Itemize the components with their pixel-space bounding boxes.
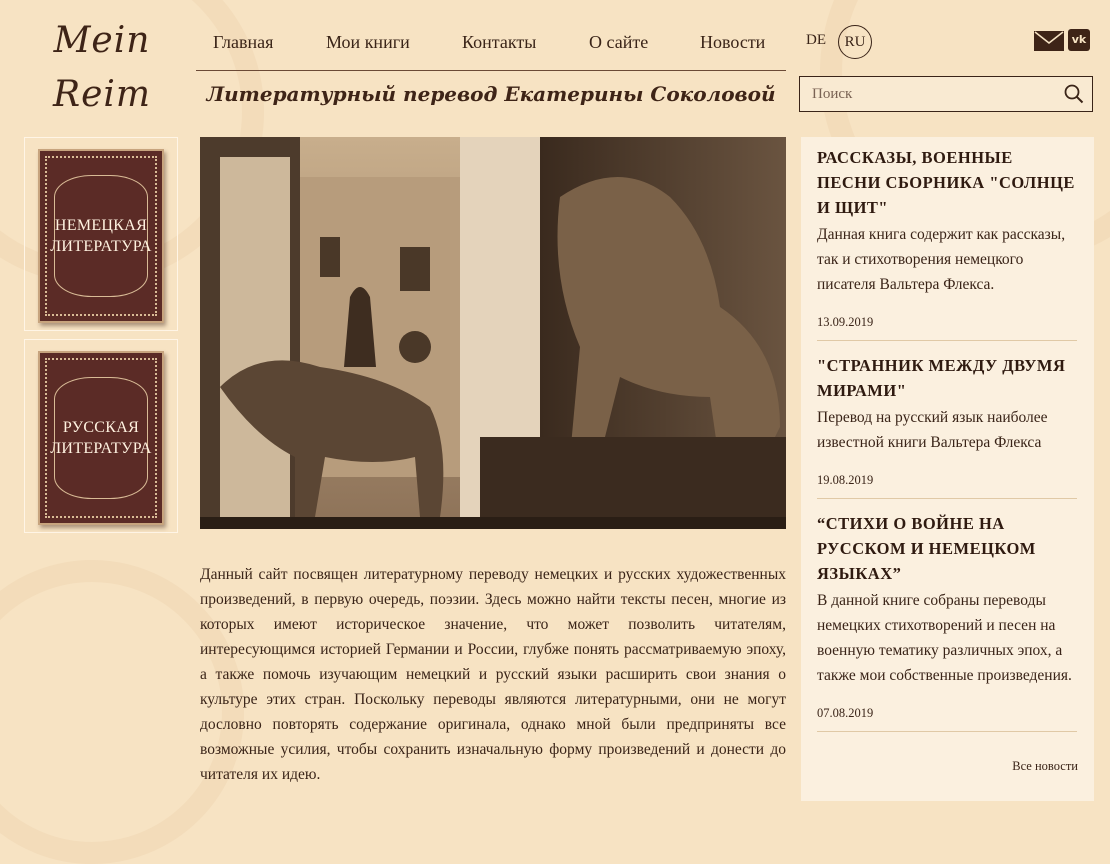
search-icon[interactable] bbox=[1064, 84, 1084, 104]
news-title: "СТРАННИК МЕЖДУ ДВУМЯ МИРАМИ" bbox=[817, 356, 1066, 400]
book-card-german[interactable] bbox=[24, 137, 178, 331]
news-title: РАССКАЗЫ, ВОЕННЫЕ ПЕСНИ СБОРНИКА "СОЛНЦЕ И ЩИТ" bbox=[817, 148, 1075, 217]
lang-de-link[interactable]: DE bbox=[806, 32, 826, 48]
book-title-line-2: ЛИТЕРАТУРА bbox=[50, 238, 152, 255]
news-date: 13.09.2019 bbox=[817, 315, 874, 329]
book-card-russian[interactable] bbox=[24, 339, 178, 533]
vk-icon[interactable]: vk bbox=[1068, 29, 1090, 51]
site-logo[interactable] bbox=[22, 14, 182, 122]
book-cover-russian bbox=[38, 351, 164, 525]
news-item[interactable] bbox=[817, 511, 1077, 732]
search-box bbox=[799, 76, 1093, 112]
book-title-line-1: НЕМЕЦКАЯ bbox=[54, 217, 148, 234]
nav-item-news[interactable]: Новости bbox=[700, 32, 766, 52]
book-title-line-1: РУССКАЯ bbox=[62, 419, 140, 436]
news-item[interactable] bbox=[817, 353, 1077, 499]
news-description: Данная книга содержит как рассказы, так и стихотворения немецкого писателя Вальтера Флекса. bbox=[817, 226, 1066, 293]
news-description: В данной книге собраны переводы немецких стихотворений и песен на военную тематику различных эпох, а также мои собственные произведения. bbox=[817, 592, 1072, 684]
news-description: Перевод на русский язык наиболее известной книги Вальтера Флекса bbox=[817, 409, 1048, 451]
main-nav bbox=[196, 30, 786, 71]
news-item[interactable] bbox=[817, 145, 1077, 341]
news-title: “СТИХИ О ВОЙНЕ НА РУССКОМ И НЕМЕЦКОМ ЯЗЫКАХ” bbox=[817, 514, 1036, 583]
book-cover-german bbox=[38, 149, 164, 323]
nav-item-home[interactable]: Главная bbox=[213, 32, 274, 52]
news-date: 19.08.2019 bbox=[817, 473, 874, 487]
nav-item-about[interactable]: О сайте bbox=[589, 32, 649, 52]
search-input[interactable] bbox=[800, 77, 1050, 111]
book-title-line-2: ЛИТЕРАТУРА bbox=[50, 440, 152, 457]
news-date: 07.08.2019 bbox=[817, 706, 874, 720]
news-panel bbox=[801, 137, 1094, 801]
logo-line-1: Mein bbox=[53, 20, 151, 61]
nav-item-contacts[interactable]: Контакты bbox=[462, 32, 537, 52]
hero-image bbox=[200, 137, 786, 529]
nav-item-my-books[interactable]: Мои книги bbox=[326, 32, 410, 52]
logo-line-2: Reim bbox=[52, 74, 152, 115]
intro-text: Данный сайт посвящен литературному переводу немецких и русских художественных произведений, в первую очередь, поэзии. Здесь можно найти тексты песен, многие из которых имеют историческое значение, что может позволить читателям, интересующимся историей Германии и России, глубже понять рассматриваемую эпоху, а также помочь изучающим немецкий и русский языки расширить свои знания о культуре этих стран. Поскольку переводы являются литературными, они не могут дословно повторять содержание оригинала, однако мной были предприняты все возможные усилия, чтобы сохранить изначальную форму произведений и донести до читателя их идею. bbox=[200, 566, 786, 783]
page-title: Литературный перевод Екатерины Соколовой bbox=[206, 82, 776, 106]
lang-ru-link[interactable]: RU bbox=[838, 25, 872, 59]
mail-icon[interactable] bbox=[1034, 31, 1064, 51]
all-news-link[interactable]: Все новости bbox=[1012, 759, 1078, 773]
